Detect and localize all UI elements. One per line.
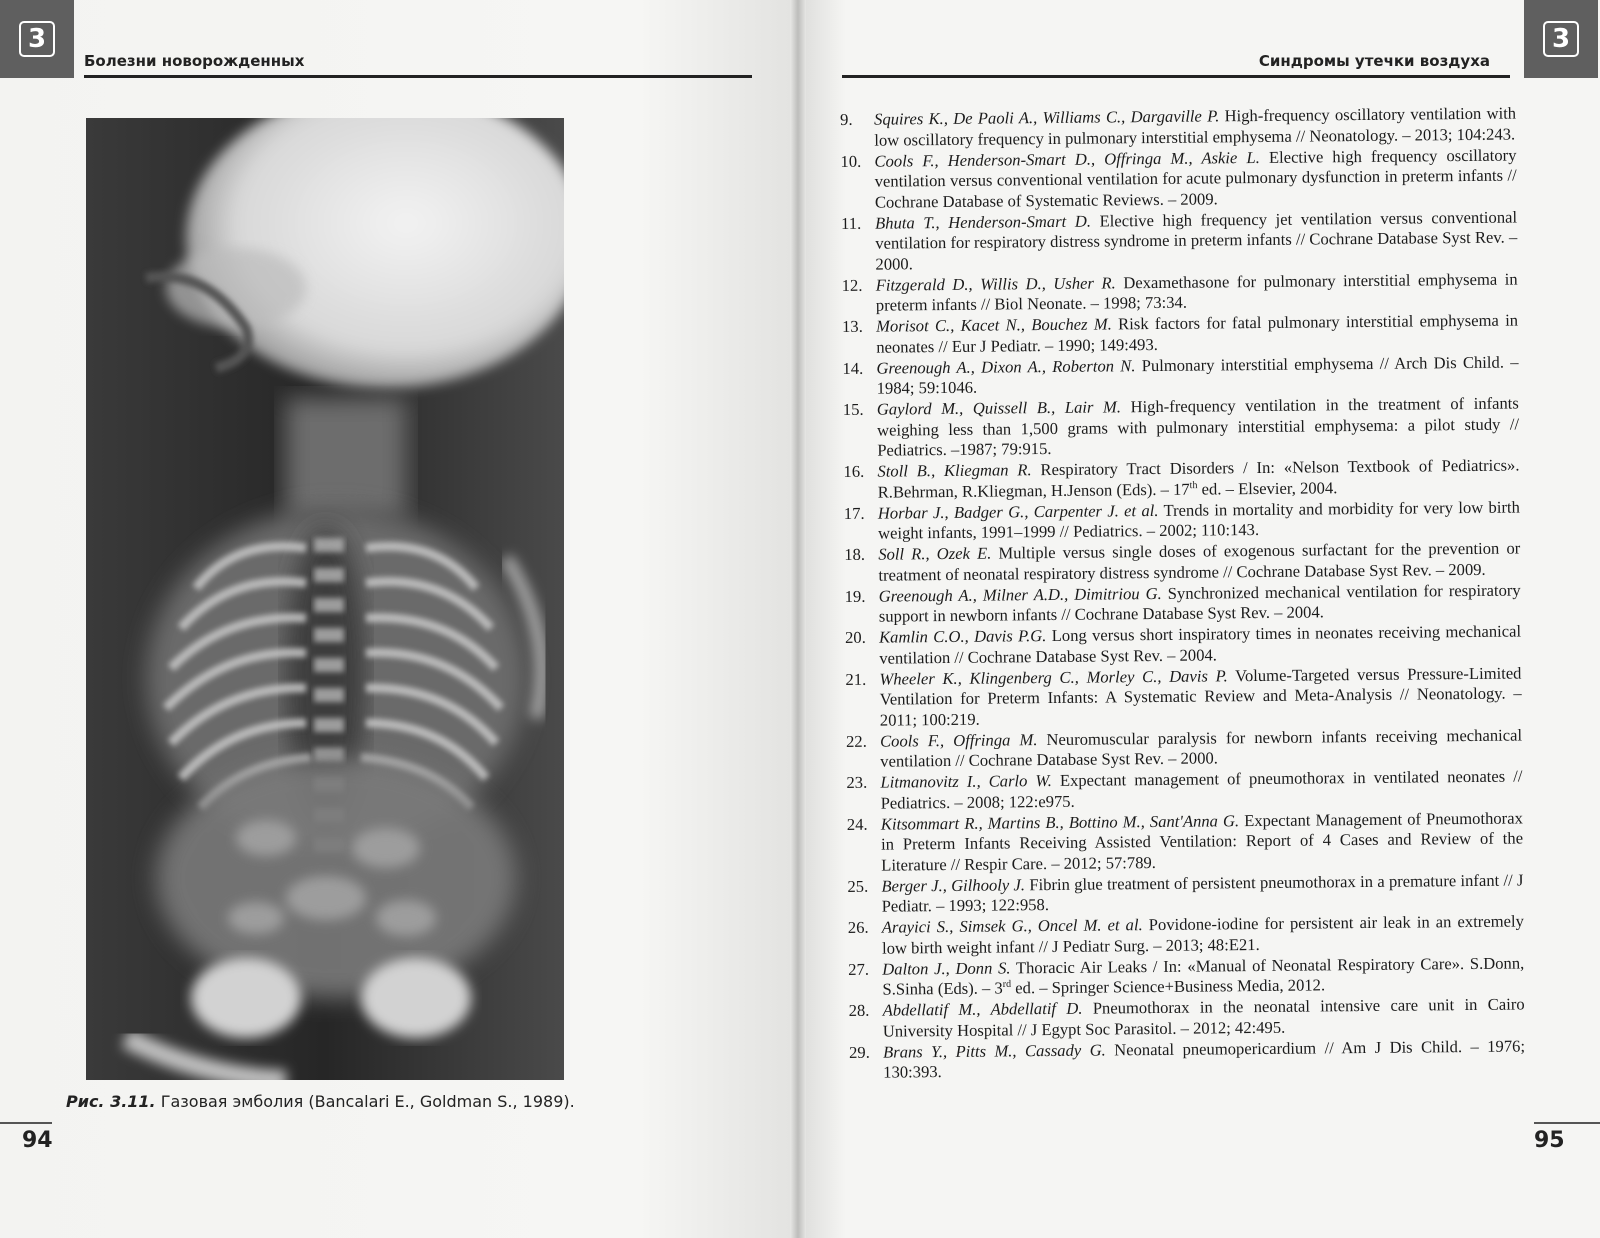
reference-text: [881, 808, 1524, 876]
reference-text: [879, 621, 1521, 668]
reference-authors: Kamlin C.O., Davis P.G.: [878, 626, 1047, 647]
reference-text: [882, 911, 1524, 958]
reference-text: [876, 311, 1518, 358]
reference-item: [848, 911, 1524, 958]
reference-citation: Expectant Management of Pneumothorax in Preterm Infants Receiving Assisted Ventilation: Report of 4 Cases and Review of the Literature // Respir Care. – 2012; 57:789.: [880, 807, 1524, 875]
reference-text: [878, 497, 1520, 544]
reference-number: 10.: [840, 151, 862, 171]
reference-number: 28.: [848, 1000, 870, 1020]
reference-item: [840, 104, 1516, 151]
reference-item: [844, 497, 1520, 544]
reference-authors: Gaylord M., Quissell B., Lair M.: [876, 397, 1122, 419]
header-rule: [842, 75, 1510, 78]
reference-authors: Litmanovitz I., Carlo W.: [880, 770, 1052, 792]
reference-number: 25.: [847, 876, 869, 896]
reference-number: 18.: [844, 544, 866, 564]
reference-citation: Elective high frequency oscillatory ventilation versus conventional ventilation for acute pulmonary dysfunction in preterm infants // Cochrane Database of Systematic Reviews. – 2009.: [874, 145, 1517, 212]
reference-item: [845, 663, 1522, 731]
book-gutter: [790, 0, 806, 1238]
reference-number: 22.: [845, 731, 867, 751]
reference-text: [876, 269, 1518, 316]
reference-item: [843, 455, 1519, 502]
reference-citation: Pulmonary interstitial emphysema // Arch Dis Child. – 1984; 59:1046.: [876, 351, 1519, 398]
reference-authors: Abdellatif M., Abdellatif D.: [882, 998, 1083, 1020]
reference-text: [875, 207, 1518, 275]
reference-item: [849, 1036, 1525, 1083]
reference-citation: Volume-Targeted versus Pressure-Limited Ventilation for Preterm Infants: A Systematic Review and Meta-Analysis // Neonatology. – 2011; 100:219.: [879, 662, 1522, 730]
reference-citation: Elective high frequency jet ventilation versus conventional ventilation for respiratory distress syndrome in preterm infants // Cochrane Database Syst Rev. – 2000.: [875, 207, 1518, 274]
reference-item: [846, 725, 1522, 772]
reference-item: [847, 870, 1523, 917]
reference-text: [881, 870, 1523, 917]
figure-caption-text: Газовая эмболия (Bancalari E., Goldman S., 1989).: [155, 1092, 575, 1111]
reference-number: 16.: [843, 461, 865, 481]
reference-citation: Thoracic Air Leaks / In: «Manual of Neonatal Respiratory Care». S.Donn, S.Sinha (Eds). – 3: [882, 952, 1525, 999]
reference-authors: Kitsommart R., Martins B., Bottino M., Sant'Anna G.: [880, 810, 1240, 834]
reference-authors: Bhuta T., Henderson-Smart D.: [874, 211, 1092, 233]
reference-citation: Synchronized mechanical ventilation for respiratory support in newborn infants // Cochrane Database Syst Rev. – 2004.: [878, 579, 1521, 626]
reference-item: [840, 145, 1517, 213]
running-head: Болезни новорожденных: [84, 52, 305, 70]
reference-item: [842, 352, 1518, 399]
reference-text: [877, 455, 1519, 502]
reference-citation-tail: ed. – Springer Science+Business Media, 2012.: [1011, 975, 1326, 998]
reference-item: [845, 580, 1521, 627]
reference-text: [883, 994, 1525, 1041]
xray-figure: [86, 118, 564, 1080]
reference-citation: Multiple versus single doses of exogenous surfactant for the prevention or treatment of neonatal respiratory distress syndrome // Cochrane Database Syst Rev. – 2009.: [878, 538, 1521, 585]
reference-authors: Cools F., Henderson-Smart D., Offringa M., Askie L.: [874, 147, 1260, 171]
reference-number: 12.: [841, 275, 863, 295]
reference-number: 17.: [843, 503, 865, 523]
reference-authors: Squires K., De Paoli A., Williams C., Dargaville P.: [873, 106, 1220, 129]
reference-item: [845, 621, 1521, 668]
reference-citation: Fibrin glue treatment of persistent pneumothorax in a premature infant // J Pediatr. – 1993; 122:958.: [881, 869, 1524, 916]
reference-citation: Trends in mortality and morbidity for very low birth weight infants, 1991–1999 // Pediatrics. – 2002; 110:143.: [877, 496, 1520, 543]
reference-text: [878, 538, 1520, 585]
reference-authors: Dalton J., Donn S.: [882, 957, 1011, 979]
figure-caption: [66, 1092, 586, 1111]
reference-citation: Neuromuscular paralysis for newborn infants receiving mechanical ventilation // Cochrane Database Syst Rev. – 2000.: [880, 724, 1523, 771]
reference-citation: Respiratory Tract Disorders / In: «Nelson Textbook of Pediatrics». R.Behrman, R.Kliegman, H.Jenson (Eds). – 17: [877, 455, 1520, 502]
reference-number: 27.: [848, 959, 870, 979]
reference-number: 13.: [841, 316, 863, 336]
reference-citation: Povidone-iodine for persistent air leak in an extremely low birth weight infant // J Pediatr Surg. – 2013; 48:E21.: [881, 911, 1524, 958]
reference-citation: Neonatal pneumopericardium // Am J Dis Child. – 1976; 130:393.: [883, 1035, 1526, 1082]
reference-number: 26.: [847, 917, 869, 937]
footer-rule: [1534, 1122, 1600, 1124]
reference-authors: Morisot C., Kacet N., Bouchez M.: [875, 314, 1112, 336]
reference-number: 11.: [840, 213, 862, 233]
chapter-number: 3: [19, 21, 55, 57]
reference-item: [846, 766, 1522, 813]
reference-authors: Brans Y., Pitts M., Cassady G.: [882, 1039, 1106, 1062]
reference-superscript: th: [1189, 479, 1198, 491]
reference-number: 23.: [846, 772, 868, 792]
left-page: [0, 0, 798, 1238]
reference-number: 9.: [840, 109, 853, 129]
figure-caption-label: Рис. 3.11.: [66, 1092, 156, 1111]
reference-authors: Stoll B., Kliegman R.: [877, 460, 1032, 481]
reference-text: [883, 1036, 1525, 1083]
reference-number: 15.: [842, 399, 864, 419]
reference-text: [880, 725, 1522, 772]
reference-authors: Fitzgerald D., Willis D., Usher R.: [875, 272, 1116, 295]
reference-number: 20.: [844, 627, 866, 647]
running-head: Синдромы утечки воздуха: [1258, 52, 1490, 70]
reference-item: [847, 808, 1524, 876]
reference-item: [843, 393, 1520, 461]
reference-authors: Horbar J., Badger G., Carpenter J. et al.: [877, 500, 1159, 523]
reference-citation: Dexamethasone for pulmonary interstitial emphysema in preterm infants // Biol Neonate. – 1998; 73:34.: [875, 269, 1518, 315]
reference-authors: Berger J., Gilhooly J.: [881, 874, 1026, 896]
reference-number: 19.: [844, 586, 866, 606]
reference-number: 24.: [846, 814, 868, 834]
reference-citation: Long versus short inspiratory times in neonates receiving mechanical ventilation // Cochrane Database Syst Rev. – 2004.: [879, 621, 1522, 668]
reference-text: [876, 352, 1518, 399]
reference-citation-tail: ed. – Elsevier, 2004.: [1197, 477, 1338, 499]
reference-item: [848, 953, 1524, 1000]
reference-list: [840, 104, 1525, 1084]
reference-text: [874, 145, 1517, 213]
reference-text: [877, 393, 1520, 461]
reference-authors: Greenough A., Milner A.D., Dimitriou G.: [878, 583, 1162, 606]
reference-text: [874, 104, 1516, 151]
page-number: 94: [22, 1128, 53, 1153]
reference-number: 14.: [842, 358, 864, 378]
reference-text: [882, 953, 1524, 1000]
reference-citation: Expectant management of pneumothorax in ventilated neonates // Pediatrics. – 2008; 122:e975.: [880, 766, 1523, 813]
chapter-number: 3: [1543, 21, 1579, 57]
reference-number: 21.: [845, 669, 867, 689]
reference-citation: Pneumothorax in the neonatal intensive care unit in Cairo University Hospital // J Egypt Soc Parasitol. – 2012; 42:495.: [882, 994, 1525, 1041]
reference-citation: High-frequency ventilation in the treatment of infants weighing less than 1,500 grams with pulmonary interstitial emphysema: a pilot study // Pediatrics. –1987; 79:915.: [876, 393, 1520, 460]
chapter-tab: [0, 0, 74, 78]
reference-authors: Soll R., Ozek E.: [878, 543, 992, 564]
footer-rule: [0, 1122, 52, 1124]
reference-item: [849, 994, 1525, 1041]
reference-authors: Arayici S., Simsek G., Oncel M. et al.: [881, 915, 1143, 937]
reference-authors: Cools F., Offringa M.: [879, 729, 1038, 751]
reference-superscript: rd: [1002, 978, 1012, 990]
xray-image: [86, 118, 564, 1080]
reference-item: [842, 269, 1518, 316]
reference-citation: Risk factors for fatal pulmonary interstitial emphysema in neonates // Eur J Pediatr. – 1990; 149:493.: [876, 310, 1519, 357]
header-rule: [84, 75, 752, 78]
reference-item: [842, 311, 1518, 358]
reference-number: 29.: [848, 1042, 870, 1062]
reference-citation: High-frequency oscillatory ventilation with low oscillatory frequency in pulmonary interstitial emphysema // Neonatology. – 2013; 104:243.: [874, 103, 1517, 150]
chapter-tab: [1524, 0, 1598, 78]
reference-text: [880, 766, 1522, 813]
reference-item: [841, 207, 1518, 275]
reference-text: [879, 663, 1522, 731]
page-number: 95: [1534, 1128, 1565, 1153]
reference-text: [879, 580, 1521, 627]
reference-authors: Greenough A., Dixon A., Roberton N.: [876, 355, 1136, 378]
reference-authors: Wheeler K., Klingenberg C., Morley C., Davis P.: [879, 665, 1228, 689]
reference-item: [844, 538, 1520, 585]
